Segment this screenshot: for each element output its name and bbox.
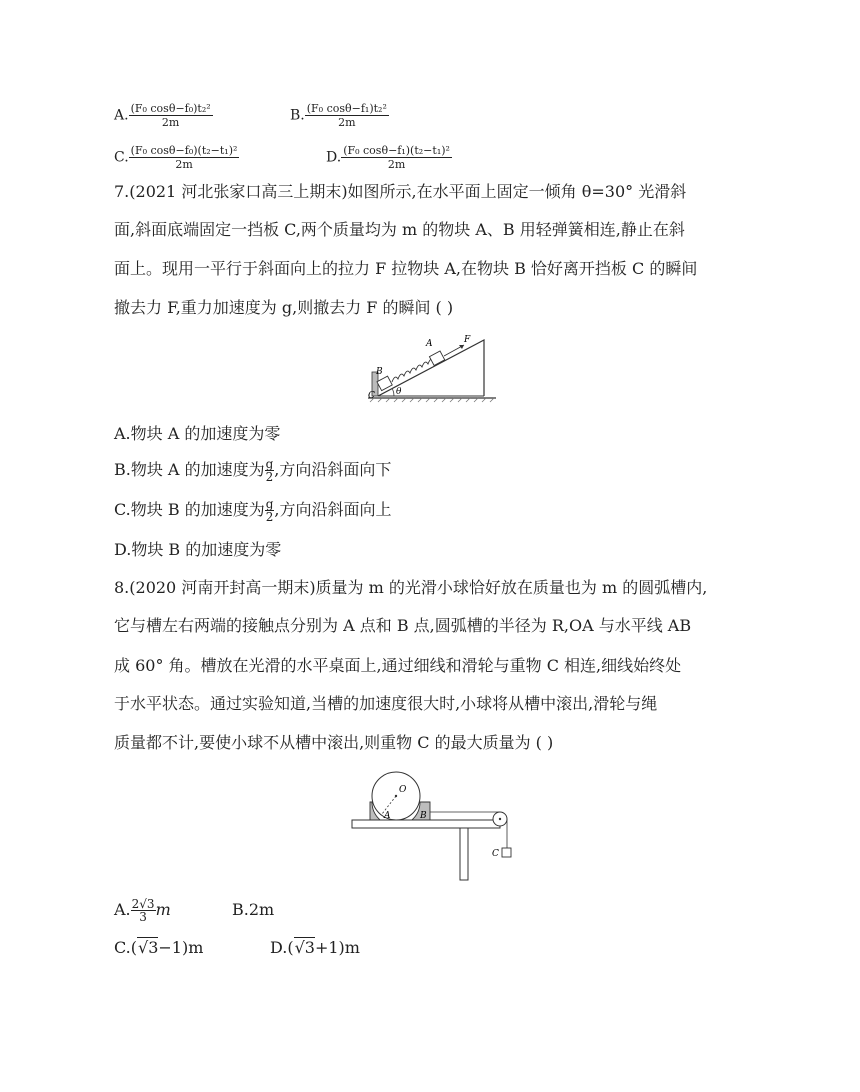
option-text: C.( [114,938,137,957]
groove-pulley-figure [348,770,514,882]
label-theta: θ [396,387,402,397]
numerator: (F₀ cosθ−f₀)t₂² [130,102,211,115]
numerator: (F₀ cosθ−f₁)t₂² [306,102,387,115]
option-label: C. [114,149,129,166]
label-b: B [376,367,383,377]
option-text: B.物块 A 的加速度为 [114,460,265,479]
q6-option-d [326,144,452,171]
q7-option-d: D.物块 B 的加速度为零 [114,540,282,559]
option-label: A. [114,107,129,124]
q6-option-b [290,102,389,129]
numerator: 2√3 [131,897,155,911]
option-label: B. [290,107,305,124]
option-label: D. [326,149,342,166]
label-f: F [464,335,471,345]
numerator: g [265,457,274,471]
q8-stem-line-3: 成 60° 角。槽放在光滑的水平桌面上,通过细线和滑轮与重物 C 相连,细线始终处 [114,656,682,675]
q8-option-b: B.2m [232,900,275,919]
fraction [265,458,275,483]
q7-option-b [114,458,391,483]
q7-stem-line-4: 撤去力 F,重力加速度为 g,则撤去力 F 的瞬间 ( ) [114,298,454,317]
fraction [131,898,156,923]
q6-option-a [114,102,213,129]
option-text: +1)m [314,938,360,957]
q8-stem-line-2: 它与槽左右两端的接触点分别为 A 点和 B 点,圆弧槽的半径为 R,OA 与水平线 AB [114,616,692,635]
option-text: D.( [270,938,294,957]
q6-option-c [114,144,239,171]
denominator: 2m [129,157,240,171]
denominator: 3 [131,910,156,923]
q8-stem-line-5: 质量都不计,要使小球不从槽中滚出,则重物 C 的最大质量为 ( ) [114,733,554,752]
fraction [305,102,389,129]
q8-stem-line-1: 8.(2020 河南开封高一期末)质量为 m 的光滑小球恰好放在质量也为 m 的圆弧槽内, [114,578,708,597]
fraction [265,498,275,523]
q7-option-c [114,498,391,523]
q7-option-a: A.物块 A 的加速度为零 [114,424,281,443]
label-c: C [492,849,499,859]
denominator: 2m [341,157,452,171]
option-text: ,方向沿斜面向上 [274,500,392,519]
option-text: ,方向沿斜面向下 [274,460,392,479]
denominator: 2 [265,470,274,484]
fraction [129,144,240,171]
q7-stem-line-1: 7.(2021 河北张家口高三上期末)如图所示,在水平面上固定一倾角 θ=30° 光滑斜 [114,182,687,201]
q8-option-c [114,938,203,958]
denominator: 2 [265,510,274,524]
q8-stem-line-4: 于水平状态。通过实验知道,当槽的加速度很大时,小球将从槽中滚出,滑轮与绳 [114,694,658,713]
denominator: 2m [305,115,389,129]
denominator: 2m [129,115,213,129]
numerator: (F₀ cosθ−f₀)(t₂−t₁)² [130,144,238,157]
label-o: O [399,785,407,795]
q7-stem-line-2: 面,斜面底端固定一挡板 C,两个质量均为 m 的物块 A、B 用轻弹簧相连,静止在斜 [114,220,685,239]
q8-option-a [114,898,171,923]
fraction [129,102,213,129]
option-label: A. [114,900,131,919]
label-a: A [426,339,433,349]
label-b: B [420,811,427,821]
q7-stem-line-3: 面上。现用一平行于斜面向上的拉力 F 拉物块 A,在物块 B 恰好离开挡板 C 的瞬间 [114,259,698,278]
label-a: A [384,811,391,821]
option-text: −1)m [158,938,204,957]
numerator: g [265,497,274,511]
q8-option-d [270,938,360,958]
incline-spring-figure [364,332,500,406]
sqrt-3: √3 [138,938,159,957]
label-c: C [368,391,375,401]
unit-m: m [155,900,171,919]
option-text: C.物块 B 的加速度为 [114,500,265,519]
numerator: (F₀ cosθ−f₁)(t₂−t₁)² [343,144,450,157]
fraction [341,144,452,171]
sqrt-3: √3 [294,938,315,957]
